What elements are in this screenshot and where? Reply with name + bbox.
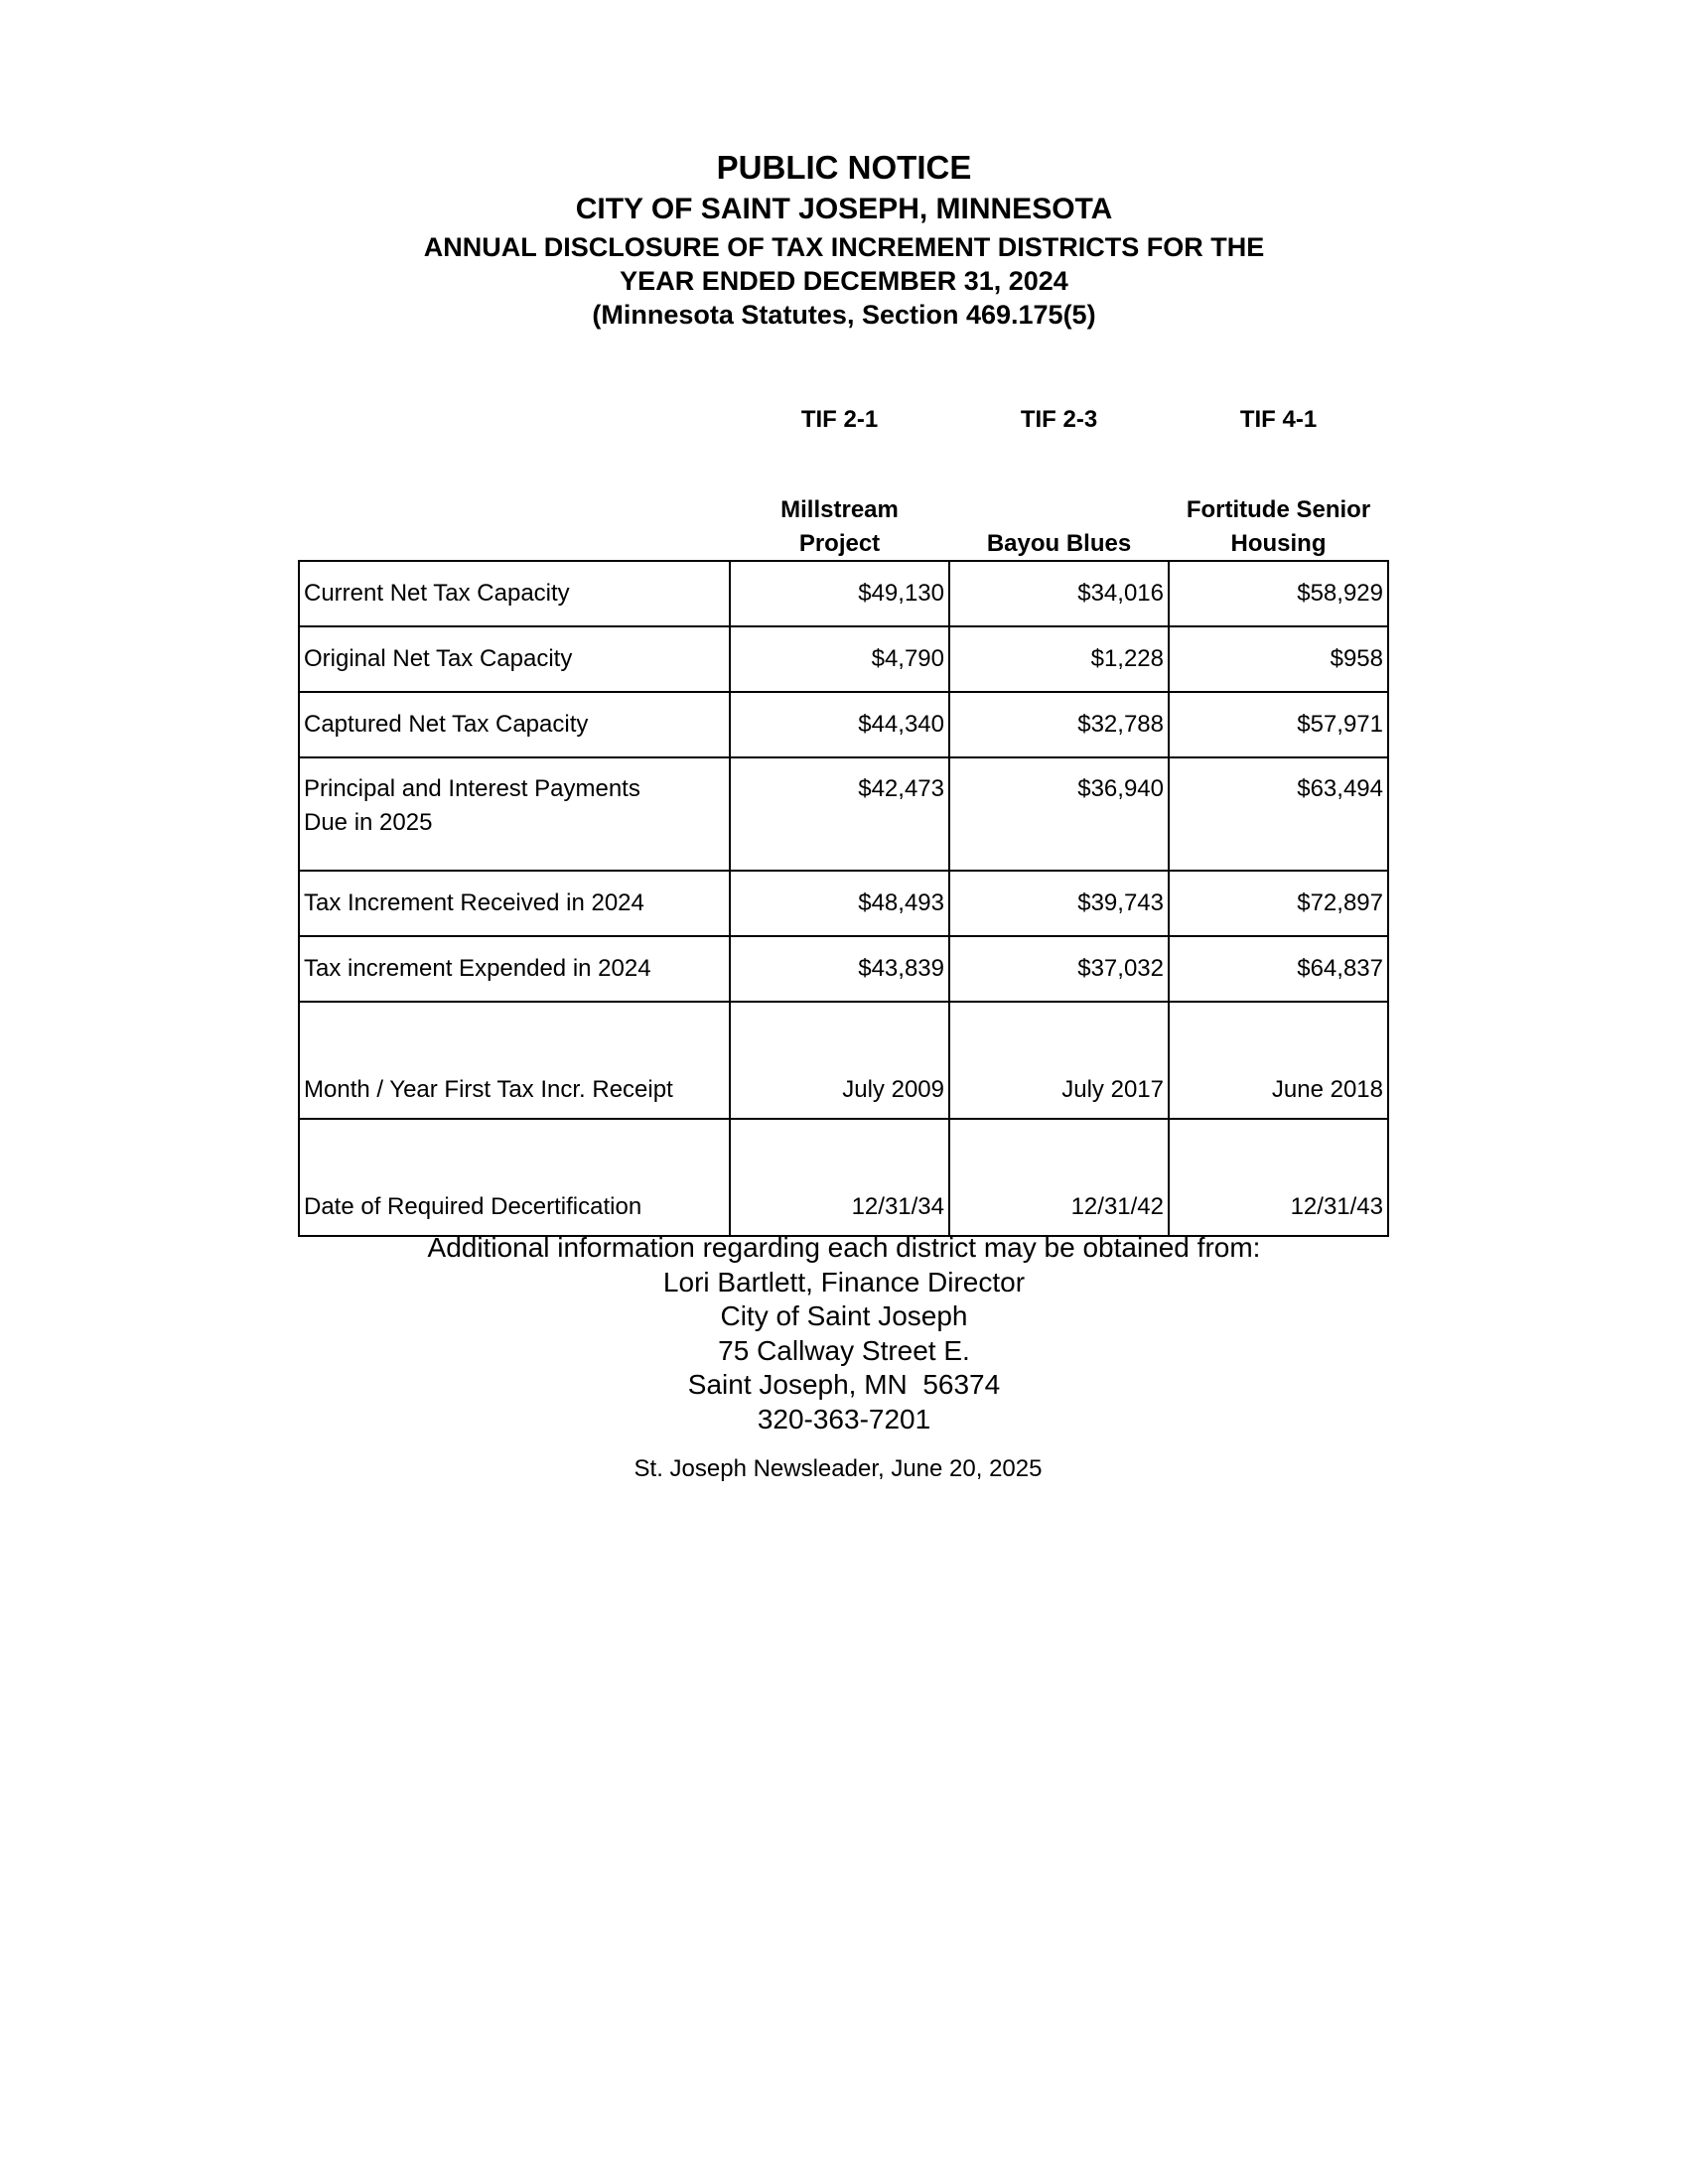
contact-city: Saint Joseph, MN 56374	[687, 1369, 1001, 1400]
row-label: Principal and Interest Payments Due in 2025	[299, 757, 730, 871]
contact-intro: Additional information regarding each district may be obtained from:	[427, 1232, 1261, 1263]
cell-value: 12/31/42	[949, 1119, 1169, 1236]
district-name: Millstream Project	[780, 496, 899, 557]
cell-value: $49,130	[730, 561, 949, 626]
cell-value: $37,032	[949, 936, 1169, 1002]
district-name: Bayou Blues	[986, 530, 1132, 557]
cell-value: $58,929	[1169, 561, 1388, 626]
contact-street: 75 Callway Street E.	[718, 1334, 970, 1366]
row-label: Tax increment Expended in 2024	[299, 936, 730, 1002]
tif-disclosure-table	[298, 560, 1389, 1237]
cell-value: $36,940	[949, 757, 1169, 871]
cell-value: $64,837	[1169, 936, 1388, 1002]
cell-value: July 2017	[949, 1002, 1169, 1119]
row-label: Month / Year First Tax Incr. Receipt	[299, 1002, 730, 1119]
cell-value: $1,228	[949, 626, 1169, 692]
publication-line	[0, 1455, 1688, 1483]
table-row	[299, 871, 1388, 936]
table-row	[299, 692, 1388, 757]
city-name: CITY OF SAINT JOSEPH, MINNESOTA	[575, 193, 1113, 225]
contact-block	[0, 1231, 1688, 1436]
cell-value: $42,473	[730, 757, 949, 871]
contact-phone: 320-363-7201	[757, 1403, 931, 1434]
table-row	[299, 757, 1388, 871]
notice-title: PUBLIC NOTICE	[716, 149, 972, 186]
cell-value: $44,340	[730, 692, 949, 757]
cell-value: 12/31/34	[730, 1119, 949, 1236]
statute-reference: (Minnesota Statutes, Section 469.175(5)	[592, 300, 1096, 330]
cell-value: June 2018	[1169, 1002, 1388, 1119]
district-tif-number: TIF 2-1	[800, 406, 879, 433]
cell-value: $958	[1169, 626, 1388, 692]
row-label: Tax Increment Received in 2024	[299, 871, 730, 936]
cell-value: $39,743	[949, 871, 1169, 936]
cell-value: 12/31/43	[1169, 1119, 1388, 1236]
contact-name: Lori Bartlett, Finance Director	[662, 1266, 1026, 1297]
disclosure-title: ANNUAL DISCLOSURE OF TAX INCREMENT DISTRICTS FOR THE	[423, 232, 1265, 262]
table-row	[299, 936, 1388, 1002]
row-label: Current Net Tax Capacity	[299, 561, 730, 626]
row-label: Captured Net Tax Capacity	[299, 692, 730, 757]
table-row	[299, 561, 1388, 626]
cell-value: $57,971	[1169, 692, 1388, 757]
cell-value: $4,790	[730, 626, 949, 692]
row-label: Original Net Tax Capacity	[299, 626, 730, 692]
district-tif-number: TIF 4-1	[1239, 406, 1318, 433]
cell-value: $32,788	[949, 692, 1169, 757]
district-tif-number: TIF 2-3	[1020, 406, 1098, 433]
cell-value: July 2009	[730, 1002, 949, 1119]
publication-text: St. Joseph Newsleader, June 20, 2025	[633, 1455, 1043, 1482]
cell-value: $48,493	[730, 871, 949, 936]
contact-organization: City of Saint Joseph	[720, 1300, 968, 1331]
row-label: Date of Required Decertification	[299, 1119, 730, 1236]
table-row	[299, 1119, 1388, 1236]
cell-value: $72,897	[1169, 871, 1388, 936]
cell-value: $34,016	[949, 561, 1169, 626]
table-row	[299, 626, 1388, 692]
district-name: Fortitude Senior Housing	[1186, 496, 1371, 557]
cell-value: $63,494	[1169, 757, 1388, 871]
cell-value: $43,839	[730, 936, 949, 1002]
year-ended: YEAR ENDED DECEMBER 31, 2024	[620, 266, 1068, 296]
table-row	[299, 1002, 1388, 1119]
